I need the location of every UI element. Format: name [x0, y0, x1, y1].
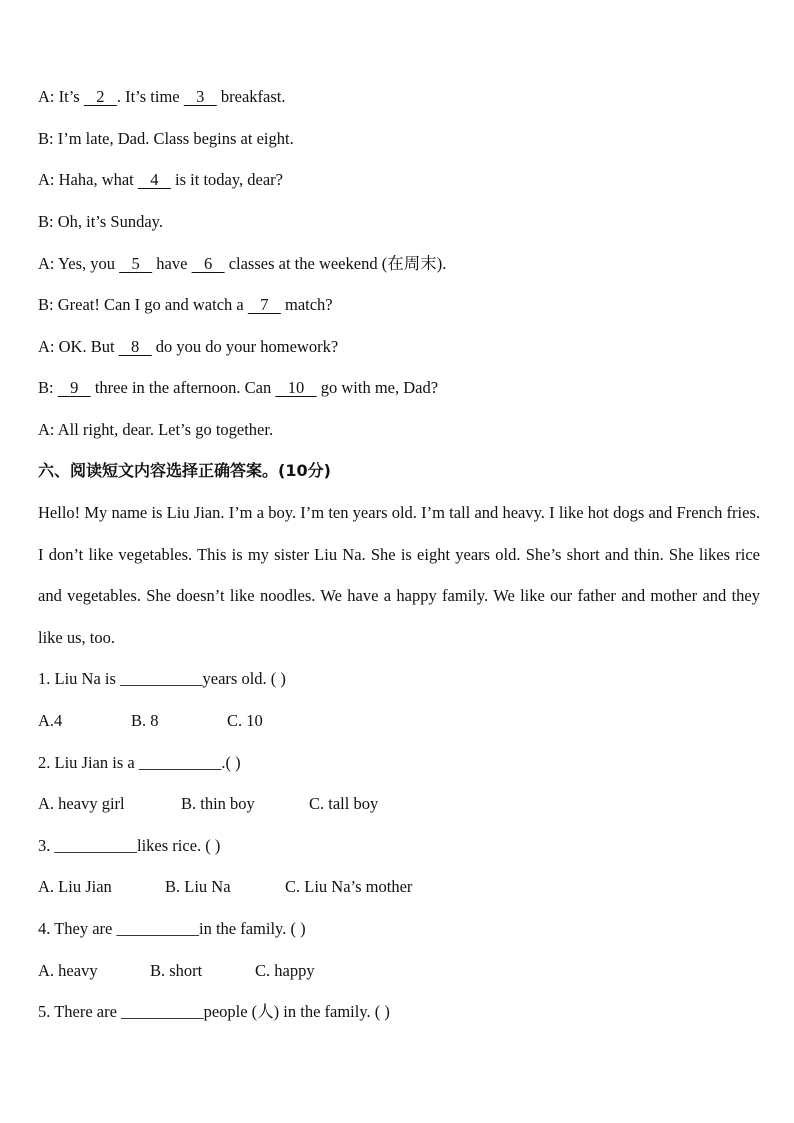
- speaker-label: B:: [38, 212, 54, 231]
- fill-blank: 4: [150, 170, 159, 189]
- option: B. thin boy: [181, 794, 255, 813]
- section-heading: 六、阅读短文内容选择正确答案。(10分): [38, 461, 331, 480]
- dialogue-line: [38, 211, 163, 233]
- fill-blank: 10: [287, 378, 305, 397]
- dialogue-text: Great! Can I go and watch a: [57, 295, 244, 314]
- dialogue-line: [38, 377, 438, 399]
- dialogue-text: It’s: [58, 87, 80, 106]
- fill-blank: 2: [96, 87, 105, 106]
- option: A.4: [38, 711, 63, 730]
- option: B. 8: [131, 711, 159, 730]
- dialogue-text: OK. But: [58, 337, 115, 356]
- option: A. heavy girl: [38, 794, 125, 813]
- dialogue-text: I’m late, Dad. Class begins at eight.: [57, 129, 294, 148]
- question-options: [38, 876, 412, 898]
- option: A. Liu Jian: [38, 877, 112, 896]
- dialogue-text: classes at the weekend (在周末).: [228, 254, 447, 273]
- speaker-label: A:: [38, 420, 55, 439]
- dialogue-text: go with me, Dad?: [320, 378, 439, 397]
- dialogue-text: All right, dear. Let’s go together.: [57, 420, 274, 439]
- dialogue-line: [38, 253, 446, 275]
- dialogue-text: . It’s time: [116, 87, 180, 106]
- dialogue-text: have: [156, 254, 188, 273]
- speaker-label: B:: [38, 295, 54, 314]
- option: C. Liu Na’s mother: [285, 877, 413, 896]
- option: A. heavy: [38, 961, 98, 980]
- option: C. happy: [255, 961, 315, 980]
- question-options: [38, 960, 315, 982]
- speaker-label: B:: [38, 378, 54, 397]
- dialogue-line: [38, 336, 338, 358]
- question-text: 1. Liu Na is __________years old. ( ): [38, 669, 286, 688]
- dialogue-line: [38, 128, 294, 150]
- fill-blank: 6: [203, 254, 213, 273]
- dialogue-line: [38, 419, 273, 441]
- question-options: [38, 710, 263, 732]
- fill-blank: 3: [196, 87, 205, 106]
- speaker-label: A:: [38, 170, 55, 189]
- speaker-label: B:: [38, 129, 54, 148]
- dialogue-text: Oh, it’s Sunday.: [57, 212, 163, 231]
- dialogue-line: [38, 86, 285, 108]
- option: C. 10: [227, 711, 263, 730]
- dialogue-text: three in the afternoon. Can: [94, 378, 272, 397]
- fill-blank: 9: [70, 378, 79, 397]
- dialogue-line: [38, 169, 283, 191]
- option: C. tall boy: [309, 794, 379, 813]
- question-text: 4. They are __________in the family. ( ): [38, 919, 306, 938]
- dialogue-text: do you do your homework?: [155, 337, 339, 356]
- fill-blank: 7: [260, 295, 269, 314]
- speaker-label: A:: [38, 87, 55, 106]
- dialogue-text: match?: [284, 295, 333, 314]
- question-text: 5. There are __________people (人) in the family. ( ): [38, 1002, 390, 1021]
- question-text: 3. __________likes rice. ( ): [38, 836, 221, 855]
- dialogue-text: breakfast.: [220, 87, 286, 106]
- dialogue-line: [38, 294, 333, 316]
- dialogue-text: Yes, you: [58, 254, 116, 273]
- question-text: 2. Liu Jian is a __________.( ): [38, 753, 241, 772]
- option: B. Liu Na: [165, 877, 231, 896]
- question-options: [38, 793, 378, 815]
- option: B. short: [150, 961, 203, 980]
- fill-blank: 8: [131, 337, 140, 356]
- reading-passage: Hello! My name is Liu Jian. I’m a boy. I’m ten years old. I’m tall and heavy. I like hot dogs and French fries. I don’t like vegetables. This is my sister Liu Na. She is eight years old. She’s short and thin. She likes rice and vegetables. She doesn’t like noodles. We have a happy family. We like our father and mother and they like us, too.: [38, 503, 760, 647]
- speaker-label: A:: [38, 254, 55, 273]
- dialogue-text: is it today, dear?: [175, 170, 283, 189]
- dialogue-text: Haha, what: [58, 170, 134, 189]
- speaker-label: A:: [38, 337, 55, 356]
- fill-blank: 5: [131, 254, 140, 273]
